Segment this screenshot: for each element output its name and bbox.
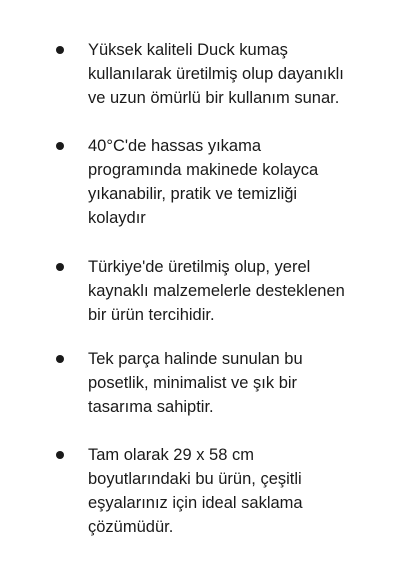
bullet-dot-icon — [56, 263, 64, 271]
bullet-dot-icon — [56, 355, 64, 363]
bullet-text: Türkiye'de üretilmiş olup, yerel kaynaklı malzemelerle desteklenen bir ürün tercihidir. — [88, 258, 345, 324]
bullet-dot-icon — [56, 142, 64, 150]
bullet-dot-icon — [56, 451, 64, 459]
bullet-text: Yüksek kaliteli Duck kumaş kullanılarak üretilmiş olup dayanıklı ve uzun ömürlü bir kullanım sunar. — [88, 41, 344, 107]
bullet-text: 40°C'de hassas yıkama programında makinede kolayca yıkanabilir, pratik ve temizliği kolaydır — [88, 137, 319, 227]
bullet-dot-icon — [56, 46, 64, 54]
bullet-text: Tam olarak 29 x 58 cm boyutlarındaki bu ürün, çeşitli eşyalarınız için ideal saklama çözümüdür. — [88, 446, 303, 536]
bullet-text: Tek parça halinde sunulan bu posetlik, minimalist ve şık bir tasarıma sahiptir. — [88, 350, 303, 416]
